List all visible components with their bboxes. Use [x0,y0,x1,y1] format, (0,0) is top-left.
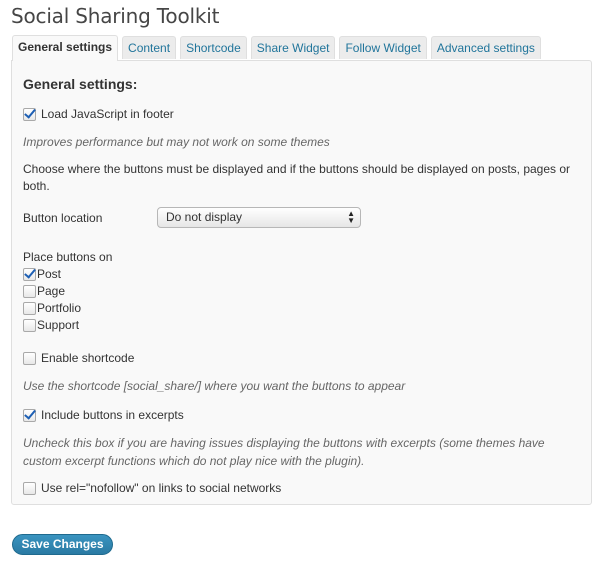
place-on-support-label[interactable]: Support [37,318,80,332]
tab-shortcode[interactable]: Shortcode [180,36,247,59]
load-js-footer-row [23,107,174,121]
place-on-support-checkbox[interactable] [23,319,36,332]
enable-shortcode-label[interactable]: Enable shortcode [41,351,135,365]
place-on-page-row [23,284,65,298]
place-on-portfolio-row [23,301,81,315]
save-changes-button[interactable]: Save Changes [12,534,113,555]
section-heading: General settings: [23,76,138,92]
place-on-post-label[interactable]: Post [37,267,62,281]
button-location-select[interactable] [157,207,361,228]
select-arrows-icon: ▲ ▼ [347,209,355,225]
location-description: Choose where the buttons must be displayed and if the buttons should be displayed on posts, pages or both. [23,162,571,193]
load-js-footer-checkbox[interactable] [23,108,36,121]
place-on-page-label[interactable]: Page [37,284,66,298]
place-on-portfolio-label[interactable]: Portfolio [37,301,82,315]
button-location-label [23,211,102,225]
place-on-post-checkbox[interactable] [23,268,36,281]
tab-general-settings[interactable]: General settings [12,35,118,61]
general-settings-panel [11,60,592,505]
include-excerpts-row [23,408,184,422]
place-buttons-label: Place buttons on [23,250,113,264]
button-location-label-text: Button location [23,211,103,225]
nofollow-label[interactable]: Use rel="nofollow" on links to social networks [41,481,282,495]
settings-tabs [12,35,541,60]
tab-content[interactable]: Content [122,36,176,59]
load-js-help-text: Improves performance but may not work on some themes [23,135,330,149]
page-title: Social Sharing Toolkit [11,4,220,28]
enable-shortcode-row [23,351,134,365]
place-on-support-row [23,318,79,332]
enable-shortcode-checkbox[interactable] [23,352,36,365]
tab-follow-widget[interactable]: Follow Widget [339,36,426,59]
place-on-page-checkbox[interactable] [23,285,36,298]
include-excerpts-label[interactable]: Include buttons in excerpts [41,408,184,422]
place-on-portfolio-checkbox[interactable] [23,302,36,315]
nofollow-checkbox[interactable] [23,482,36,495]
excerpts-help-text: Uncheck this box if you are having issues displaying the buttons with excerpts (some themes have custom excerpt functions which do not play nice with the plugin). [23,436,545,468]
tab-share-widget[interactable]: Share Widget [251,36,336,59]
load-js-footer-label[interactable]: Load JavaScript in footer [41,107,174,121]
nofollow-row [23,481,281,495]
place-buttons-label-row [23,250,112,264]
button-location-value: Do not display [166,210,243,224]
place-on-post-row [23,267,61,281]
tab-advanced-settings[interactable]: Advanced settings [431,36,541,59]
shortcode-help-text: Use the shortcode [social_share/] where you want the buttons to appear [23,379,406,393]
include-excerpts-checkbox[interactable] [23,409,36,422]
